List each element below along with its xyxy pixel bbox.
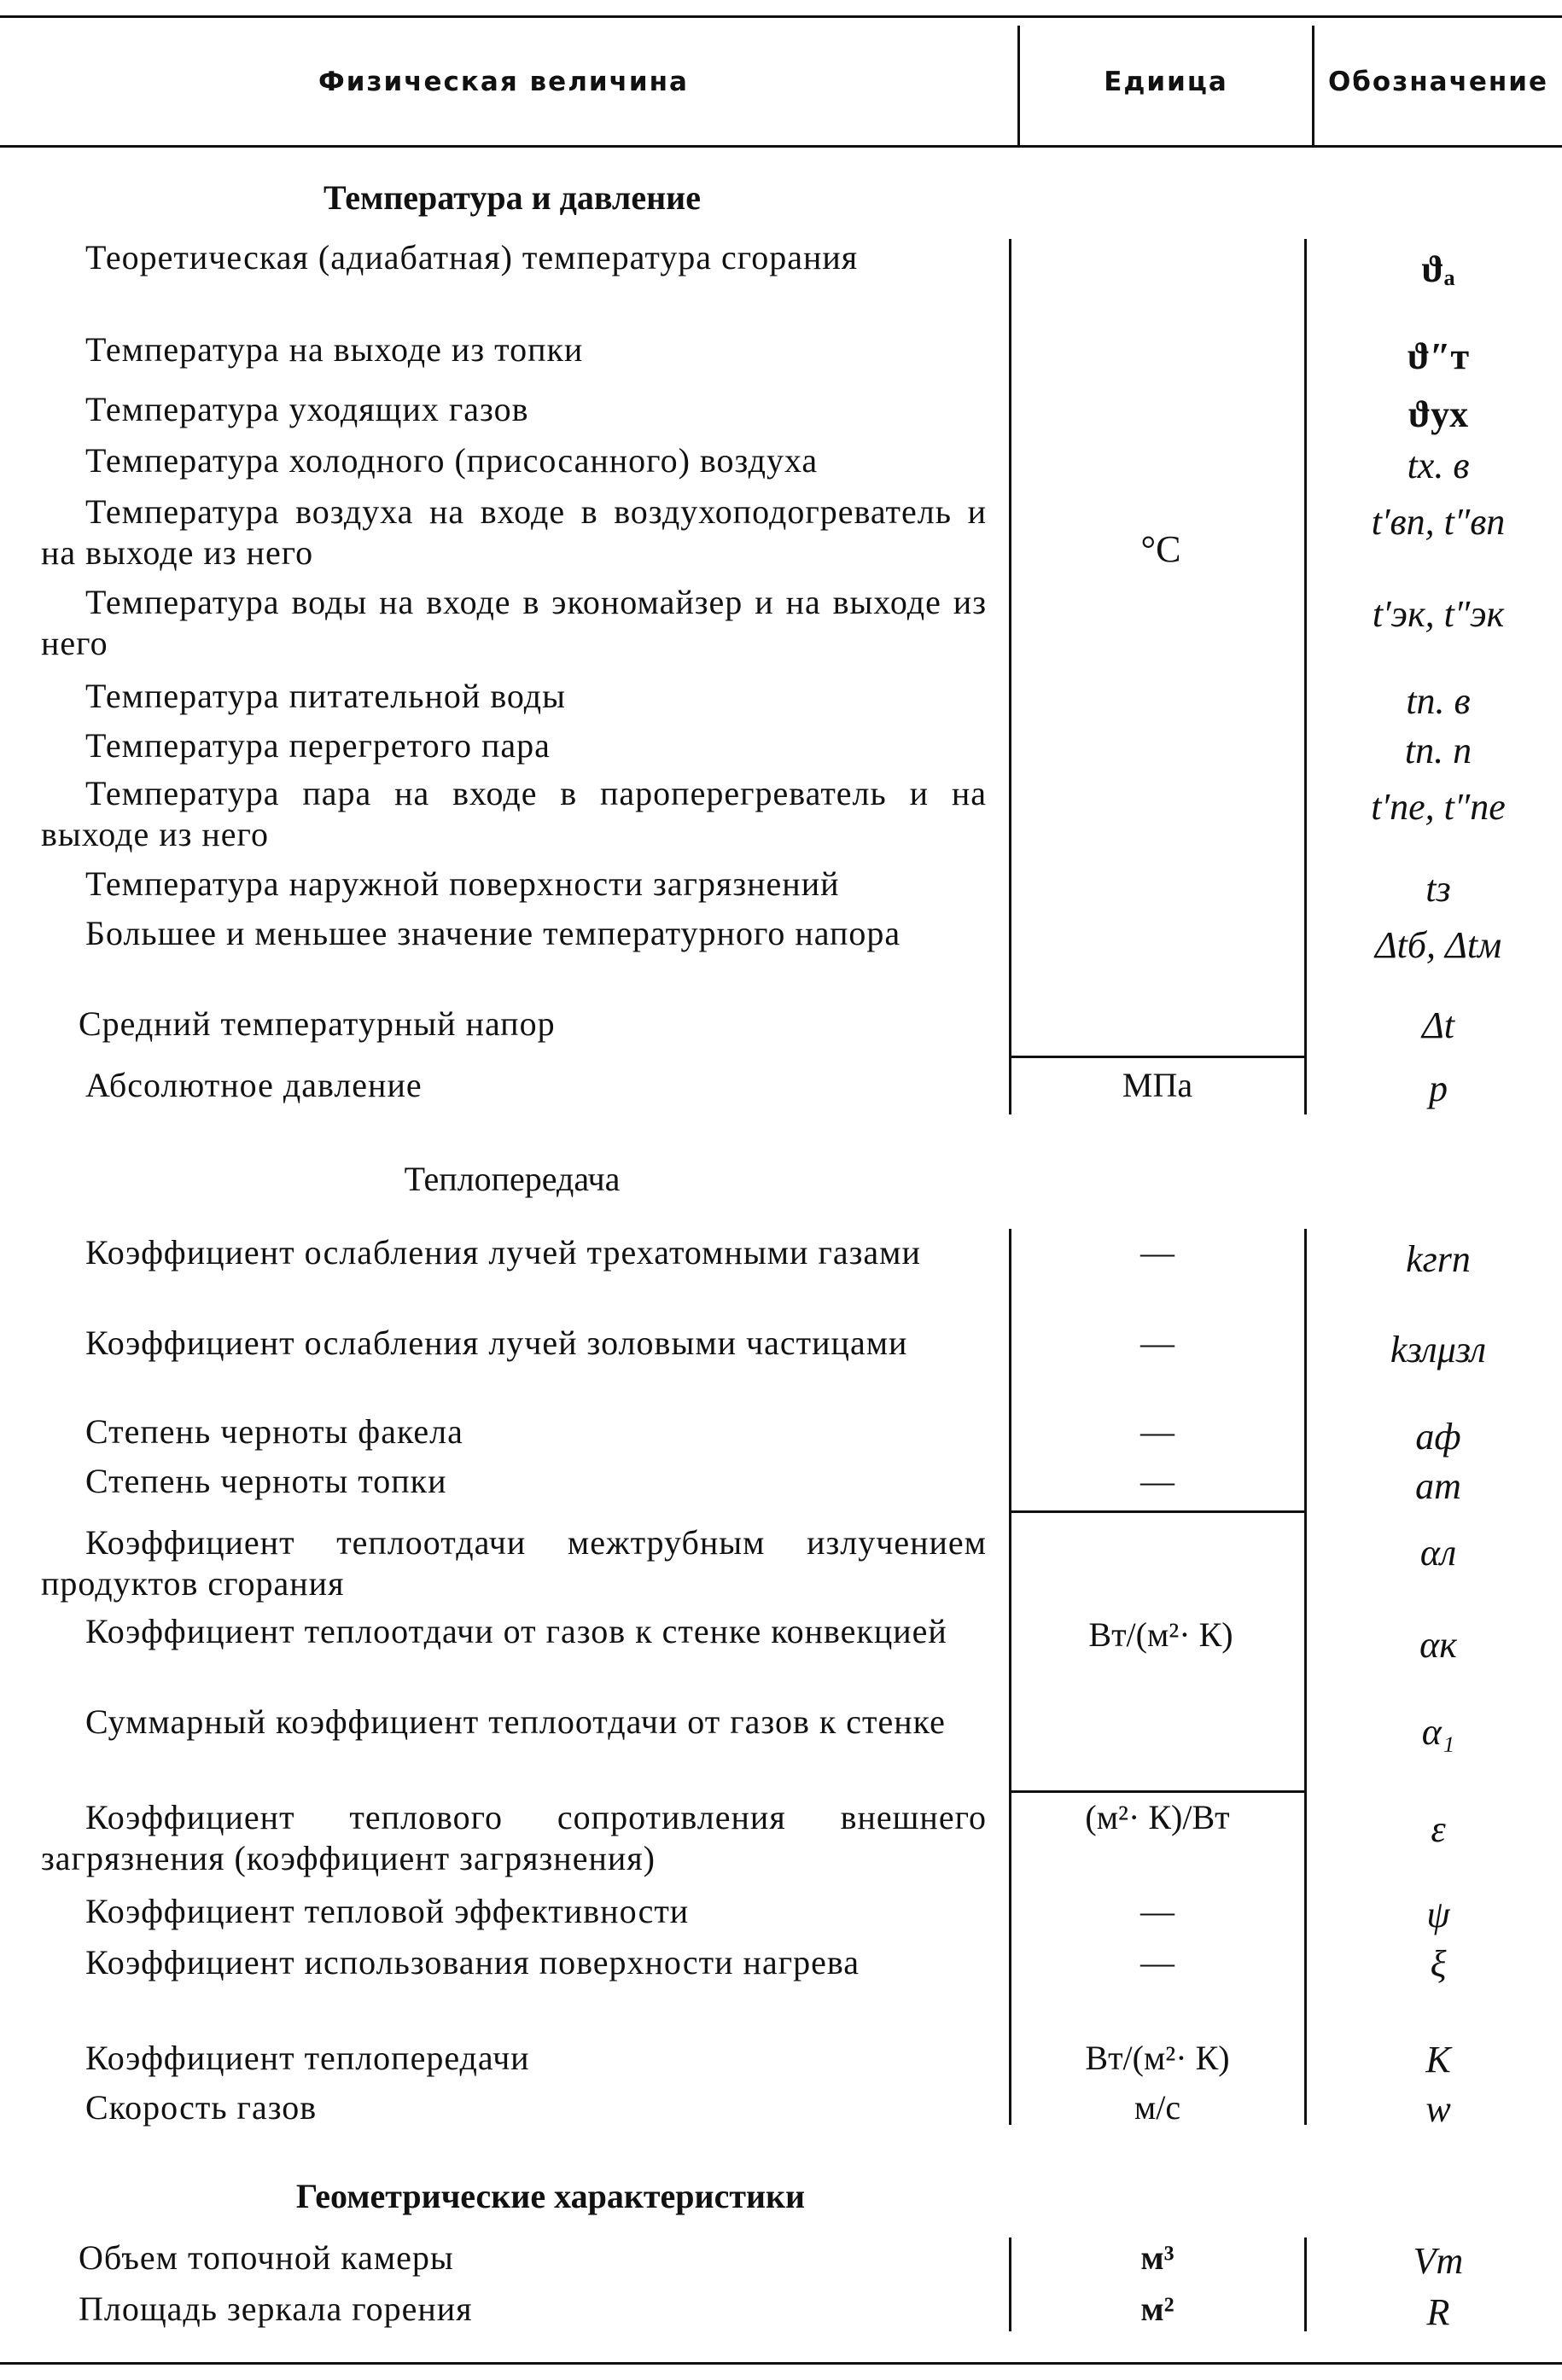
- row-unit: Вт/(м²· К): [1085, 2039, 1230, 2077]
- row-description-text: Температура перегретого пара: [85, 726, 551, 765]
- section-title-heat-transfer: Теплопередача: [404, 1160, 621, 1198]
- row-description: [41, 2038, 987, 2079]
- row-symbol: aт: [1415, 1465, 1461, 1507]
- row-description-text: Коэффициент использования поверхности нагрева: [85, 1943, 860, 1981]
- row-symbol: αк: [1419, 1624, 1457, 1666]
- row-symbol: K: [1425, 2039, 1451, 2080]
- row-symbol: Vт: [1413, 2240, 1464, 2282]
- row-unit: —: [1140, 1233, 1174, 1271]
- row-description-text: Площадь зеркала горения: [79, 2290, 473, 2328]
- row-unit: —: [1140, 1943, 1174, 1981]
- row-symbol: w: [1425, 2088, 1451, 2130]
- row-description-text: Суммарный коэффициент теплоотдачи от газов к стенке: [85, 1702, 946, 1741]
- row-symbol: R: [1426, 2291, 1450, 2333]
- row-description-text: Температура воздуха на входе в воздухоподогреватель и на выходе из него: [41, 492, 987, 572]
- heat-unit-divider-right: [1304, 1229, 1307, 2125]
- row-description-text: Температура уходящих газов: [85, 390, 529, 428]
- row-description-text: Коэффициент теплоотдачи межтрубным излучением продуктов сгорания: [41, 1523, 987, 1603]
- row-description-text: Коэффициент теплового сопротивления внешнего загрязнения (коэффициент загрязнения): [41, 1798, 987, 1877]
- row-unit: м²: [1140, 2290, 1174, 2328]
- row-symbol: p: [1429, 1068, 1448, 1109]
- row-description-text: Коэффициент теплопередачи: [85, 2039, 530, 2077]
- row-description: [41, 389, 987, 430]
- row-symbol: Δtб, Δtм: [1374, 924, 1502, 966]
- row-unit: —: [1140, 1462, 1174, 1500]
- row-description-text: Температура холодного (присосанного) воздуха: [85, 441, 819, 480]
- row-description: [41, 2087, 987, 2128]
- header-symbol: Обозначение: [1327, 67, 1549, 97]
- row-unit: —: [1140, 1892, 1174, 1930]
- row-description-text: Абсолютное давление: [85, 1066, 423, 1104]
- row-unit: м/с: [1134, 2088, 1181, 2127]
- row-description-text: Большее и меньшее значение температурного напора: [85, 914, 901, 952]
- row-description: [41, 676, 987, 717]
- row-symbol: tп. в: [1406, 680, 1471, 722]
- row-description-text: Степень черноты топки: [85, 1462, 447, 1500]
- header-bottom-rule: [0, 145, 1562, 148]
- row-symbol: α₁: [1421, 1711, 1455, 1753]
- row-description-text: Температура на выходе из топки: [85, 330, 584, 369]
- row-description: [34, 2237, 980, 2278]
- row-description-text: Коэффициент ослабления лучей трехатомными газами: [85, 1233, 921, 1271]
- row-symbol: tх. в: [1407, 445, 1470, 486]
- row-description-text: Средний температурный напор: [79, 1004, 556, 1043]
- heat-group-top-rule: [1011, 1510, 1304, 1513]
- row-description: [41, 1461, 987, 1502]
- row-symbol: ξ: [1430, 1943, 1447, 1985]
- row-description: [41, 237, 987, 278]
- row-symbol: t′пе, t″пе: [1371, 786, 1506, 828]
- row-unit: МПа: [1122, 1066, 1193, 1104]
- row-description-text: Температура пара на входе в пароперегреватель и на выходе из него: [41, 774, 987, 853]
- row-description: [41, 329, 987, 370]
- row-description-text: Температура наружной поверхности загрязнений: [85, 864, 840, 903]
- temp-unit-divider-left: [1009, 239, 1011, 1114]
- row-symbol: aф: [1415, 1416, 1461, 1458]
- unit-celsius: °C: [1140, 528, 1181, 570]
- row-description-text: Скорость газов: [85, 2088, 318, 2127]
- row-description-text: Теоретическая (адиабатная) температура сгорания: [85, 238, 859, 276]
- row-description-text: Коэффициент тепловой эффективности: [85, 1892, 690, 1930]
- row-description: [41, 1522, 987, 1604]
- row-description: [41, 1611, 987, 1652]
- bottom-rule: [0, 2362, 1562, 2365]
- row-symbol: ϑ″т: [1407, 335, 1470, 377]
- heat-unit-divider-left: [1009, 1229, 1011, 2125]
- heat-group-bottom-rule: [1011, 1790, 1304, 1793]
- row-description: [41, 913, 987, 954]
- row-description-text: Температура питательной воды: [85, 677, 566, 715]
- geom-unit-divider-right: [1304, 2237, 1307, 2331]
- row-description: [41, 864, 987, 905]
- row-symbol: t′вп, t″вп: [1371, 501, 1506, 543]
- row-description: [41, 582, 987, 664]
- row-description-text: Степень черноты факела: [85, 1412, 463, 1451]
- temp-unit-divider-right: [1304, 239, 1307, 1114]
- row-description: [41, 1323, 987, 1364]
- row-description: [41, 773, 987, 855]
- row-description: [34, 2289, 980, 2330]
- row-unit: (м²· К)/Вт: [1085, 1798, 1230, 1836]
- row-symbol: ϑₐ: [1421, 248, 1455, 290]
- header-unit: Едиица: [1104, 67, 1228, 97]
- row-unit: —: [1140, 1324, 1174, 1362]
- row-symbol: tз: [1425, 868, 1451, 910]
- section-title-geometry: Геометрические характеристики: [295, 2177, 806, 2215]
- row-symbol: t′эк, t″эк: [1372, 593, 1505, 635]
- row-description: [41, 1942, 987, 1983]
- row-description: [41, 725, 987, 766]
- row-description: [41, 1065, 987, 1106]
- row-description-text: Коэффициент теплоотдачи от газов к стенке конвекцией: [85, 1612, 947, 1650]
- temp-pressure-divider: [1011, 1056, 1304, 1058]
- row-description: [34, 1004, 980, 1045]
- row-symbol: tп. п: [1404, 730, 1472, 771]
- row-description: [41, 1232, 987, 1273]
- row-symbol: Δt: [1421, 1004, 1455, 1046]
- row-symbol: ϑух: [1408, 393, 1469, 435]
- row-symbol: ε: [1431, 1808, 1446, 1850]
- row-description-text: Объем топочной камеры: [79, 2238, 454, 2277]
- row-unit: —: [1140, 1412, 1174, 1451]
- unit-w-per-m2k-group: Вт/(м²· К): [1088, 1615, 1233, 1654]
- row-symbol: kзлμзл: [1390, 1329, 1487, 1370]
- section-title-temperature: Температура и давление: [323, 178, 701, 217]
- row-description: [41, 1797, 987, 1879]
- row-description: [41, 1891, 987, 1932]
- header-quantity: Физическая величина: [318, 67, 689, 97]
- row-unit: м³: [1140, 2238, 1174, 2277]
- row-description-text: Коэффициент ослабления лучей золовыми частицами: [85, 1324, 908, 1362]
- top-rule: [0, 15, 1562, 18]
- row-description: [41, 440, 987, 481]
- row-description-text: Температура воды на входе в экономайзер и на выходе из него: [41, 583, 987, 662]
- row-description: [41, 1702, 987, 1743]
- row-symbol: kгrп: [1406, 1238, 1471, 1280]
- row-symbol: ψ: [1426, 1894, 1450, 1935]
- row-description: [41, 1411, 987, 1452]
- row-description: [41, 492, 987, 573]
- row-symbol: αл: [1419, 1532, 1457, 1574]
- geom-unit-divider-left: [1009, 2237, 1011, 2331]
